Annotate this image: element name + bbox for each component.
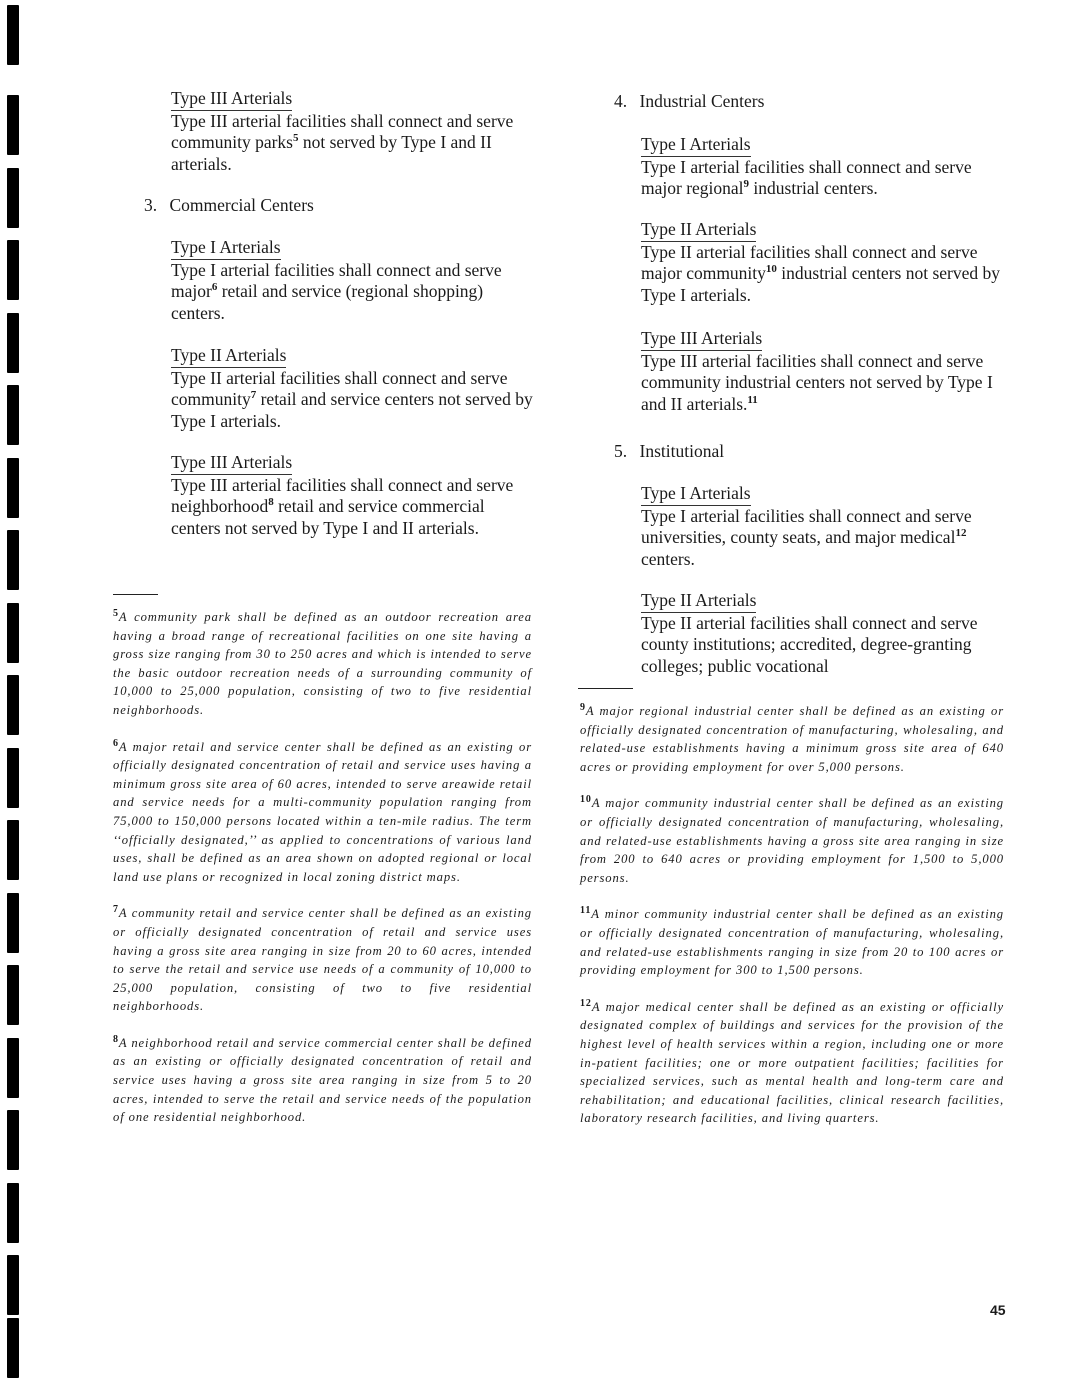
footnote-ref: 8 xyxy=(268,496,274,509)
paragraph-text: Type I arterial facilities shall connect and serve universities, county seats, and major medical xyxy=(641,505,972,548)
footnote-text: A major regional industrial center shall be defined as an existing or officially designated concentration of manufacturing, wholesaling, and related-use establishments having a minimum gross site area of 640 acres or providing employment for over 5,000 persons. xyxy=(580,704,1004,774)
section-heading: Type III Arterials xyxy=(171,452,292,475)
footnote-number: 7 xyxy=(113,904,119,916)
binder-hole xyxy=(7,748,19,808)
paragraph xyxy=(171,260,535,325)
paragraph xyxy=(171,475,535,540)
footnote-text: A major community industrial center shall be defined as an existing or officially designated concentration of manufacturing, wholesaling, and related-use establishments having a gross site area ranging in size from 200 to 640 acres or providing employment for 1,500 to 5,000 persons. xyxy=(580,796,1004,885)
section-heading: Type II Arterials xyxy=(641,219,756,242)
footnote-separator xyxy=(578,688,633,689)
paragraph-text: Type III arterial facilities shall connect and serve neighborhood xyxy=(171,474,514,517)
footnote-text: A community retail and service center shall be defined as an existing or officially designated concentration of retail and service uses having a gross site area ranging in size from 20 to 60 acres, intended to serve the retail and service use needs of a community of 10,000 to 25,000 population, consisting of two to five residential neighborhoods. xyxy=(113,906,532,1014)
footnote-ref: 6 xyxy=(211,281,218,294)
footnote-number: 8 xyxy=(113,1033,119,1045)
section-heading: Type I Arterials xyxy=(641,483,751,506)
footnote-separator xyxy=(113,594,158,595)
paragraph xyxy=(641,242,1005,307)
footnote-number: 11 xyxy=(580,905,592,917)
right-footnotes xyxy=(580,702,1004,1128)
binder-hole xyxy=(7,1255,19,1315)
footnote-number: 9 xyxy=(580,701,586,713)
section-4-type2 xyxy=(641,219,1005,307)
footnote-text: A major medical center shall be defined as an existing or officially designated complex of buildings and services for the provision of the highest level of health services within a region, including one or more in-patient facilities; one or more outpatient facilities; facilities for specialized services, such as mental health and long-term care and rehabilitation; and educational facilities, clinical research facilities, laboratory research facilities, and living quarters. xyxy=(580,999,1004,1126)
paragraph-text: Type III arterial facilities shall connect and serve community industrial centers not served by Type I and II arterials. xyxy=(641,350,993,415)
section-5-type1 xyxy=(641,483,1005,571)
binder-hole xyxy=(7,530,19,590)
binder-hole xyxy=(7,5,19,65)
footnote-5 xyxy=(113,608,532,720)
footnote-ref: 9 xyxy=(743,178,750,191)
footnote-ref: 5 xyxy=(293,132,299,145)
footnote-text: A neighborhood retail and service commercial center shall be defined as an existing or officially designated concentration of retail and service uses having a gross site area ranging in size from 5 to 20 acres, intended to serve the retail and service needs of the population of one residential neighborhood. xyxy=(113,1035,532,1125)
paragraph xyxy=(641,351,1005,416)
paragraph-text: retail and service centers not served by Type I arterials. xyxy=(171,389,533,432)
binder-hole xyxy=(7,603,19,663)
section-heading: Type II Arterials xyxy=(171,345,286,368)
binder-hole xyxy=(7,313,19,373)
footnote-text: A community park shall be defined as an outdoor recreation area having a broad range of recreational facilities on one site having a gross size ranging from 30 to 250 acres and which is intended to serve the basic outdoor recreation needs of a surrounding community of 10,000 to 25,000 population, consisting of two to five residential neighborhoods. xyxy=(113,610,532,717)
paragraph-text: Type II arterial facilities shall connect and serve major community xyxy=(641,241,978,284)
paragraph xyxy=(641,506,1005,571)
section-heading: Type III Arterials xyxy=(171,88,292,111)
binder-hole xyxy=(7,1183,19,1243)
binder-hole xyxy=(7,1110,19,1170)
section-heading: Type III Arterials xyxy=(641,328,762,351)
binder-hole xyxy=(7,893,19,953)
section-4-title xyxy=(614,91,1006,113)
section-3-type3 xyxy=(171,452,535,540)
section-heading: Type II Arterials xyxy=(641,590,756,613)
page-number: 45 xyxy=(990,1302,1006,1318)
left-column-body xyxy=(171,88,535,176)
footnote-number: 10 xyxy=(580,794,592,806)
paragraph-text: industrial centers not served by Type I arterials. xyxy=(641,263,1000,306)
paragraph-text: retail and service commercial centers not served by Type I and II arterials. xyxy=(171,496,485,539)
section-3-type1 xyxy=(171,237,535,325)
section-number: 5. xyxy=(614,441,628,461)
section-5-type2 xyxy=(641,590,1005,678)
section-3-type2 xyxy=(171,345,535,433)
footnote-11 xyxy=(580,905,1004,979)
section-heading: Type I Arterials xyxy=(171,237,281,260)
footnote-ref: 12 xyxy=(955,527,967,540)
section-4-type3 xyxy=(641,328,1005,416)
paragraph xyxy=(171,111,535,176)
type3-parks-block xyxy=(171,88,535,176)
footnote-number: 12 xyxy=(580,997,592,1009)
binder-hole xyxy=(7,820,19,880)
footnote-6 xyxy=(113,738,532,887)
paragraph xyxy=(171,368,535,433)
section-4-type1 xyxy=(641,134,1005,200)
paragraph-text: not served by Type I and II arterials. xyxy=(171,132,492,175)
footnote-10 xyxy=(580,794,1004,887)
paragraph-text: Type I arterial facilities shall connect and serve major xyxy=(171,259,502,302)
binder-hole xyxy=(7,168,19,228)
left-footnotes xyxy=(113,608,532,1127)
binder-hole xyxy=(7,965,19,1025)
binder-hole xyxy=(7,385,19,445)
paragraph: Type II arterial facilities shall connect and serve county institutions; accredited, degree-granting colleges; public vocational xyxy=(641,612,978,677)
paragraph-text: Type I arterial facilities shall connect and serve major regional xyxy=(641,156,972,199)
binder-hole xyxy=(7,675,19,735)
footnote-12 xyxy=(580,998,1004,1128)
footnote-9 xyxy=(580,702,1004,776)
binder-holes xyxy=(7,0,21,1380)
section-3-title xyxy=(144,195,534,217)
footnote-number: 6 xyxy=(113,737,119,749)
binder-hole xyxy=(7,95,19,155)
binder-hole xyxy=(7,1038,19,1098)
section-title: Industrial Centers xyxy=(639,91,765,111)
binder-hole xyxy=(7,240,19,300)
binder-hole xyxy=(7,458,19,518)
section-title: Institutional xyxy=(639,441,725,461)
section-heading: Type I Arterials xyxy=(641,134,751,157)
paragraph-text: centers. xyxy=(641,549,695,570)
footnote-ref: 10 xyxy=(765,263,777,276)
footnote-number: 5 xyxy=(113,607,119,619)
footnote-8 xyxy=(113,1034,532,1127)
section-number: 4. xyxy=(614,91,628,111)
footnote-ref: 11 xyxy=(747,394,758,407)
footnote-ref: 7 xyxy=(250,389,257,402)
binder-hole xyxy=(7,1318,19,1378)
paragraph-text: retail and service (regional shopping) centers. xyxy=(171,281,484,324)
paragraph-text: Type III arterial facilities shall connect and serve community parks xyxy=(171,110,514,153)
paragraph xyxy=(641,157,1005,200)
section-5-title xyxy=(614,441,1006,463)
footnote-text: A major retail and service center shall be defined as an existing or officially designated concentration of retail and service uses having a minimum gross site area of 60 acres, intended to serve areawide retail and service needs for a multi-community population ranging from 75,000 to 150,000 persons located within a ten-mile radius. The term ‘‘officially designated,’’ as applied to concentrations of various land uses, shall be defined as an area shown on adopted regional or local land use plans or recognized in local zoning district maps. xyxy=(113,739,532,884)
paragraph-text: Type II arterial facilities shall connect and serve community xyxy=(171,367,508,410)
footnote-7 xyxy=(113,904,532,1016)
section-title: Commercial Centers xyxy=(169,195,314,215)
footnote-text: A minor community industrial center shall be defined as an existing or officially designated concentration of manufacturing, wholesaling, and related-use establishments ranging in size from 20 to 100 acres or providing employment for 300 to 1,500 persons. xyxy=(580,907,1004,978)
section-number: 3. xyxy=(144,195,158,215)
paragraph-text: industrial centers. xyxy=(749,178,878,199)
